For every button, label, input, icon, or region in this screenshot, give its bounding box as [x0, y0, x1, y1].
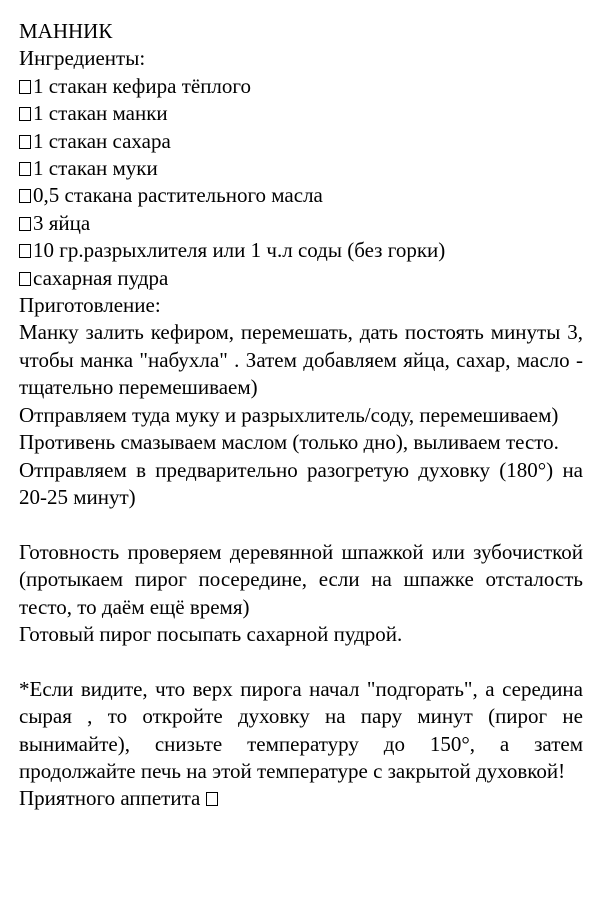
- checkbox-glyph-icon: [19, 107, 31, 121]
- ingredient-text: 0,5 стакана растительного масла: [33, 183, 323, 208]
- closing-line: [19, 785, 583, 812]
- ingredient-item: [19, 155, 583, 182]
- ingredient-item: [19, 265, 583, 292]
- ingredients-list: [19, 73, 583, 292]
- ingredient-text: 1 стакан сахара: [33, 128, 171, 153]
- step-paragraph: Манку залить кефиром, перемешать, дать постоять минуты 3, чтобы манка "набухла" . Затем добавляем яйца, сахар, масло - тщательно перемешиваем): [19, 320, 583, 400]
- recipe-title: МАННИК: [19, 19, 113, 43]
- ingredient-text: 1 стакан муки: [33, 156, 158, 181]
- ingredient-item: [19, 210, 583, 237]
- ingredient-text: 3 яйца: [33, 210, 91, 235]
- serving-paragraph: Готовый пирог посыпать сахарной пудрой.: [19, 621, 403, 646]
- ingredient-item: [19, 73, 583, 100]
- checkbox-glyph-icon: [19, 162, 31, 176]
- readiness-paragraph: Готовность проверяем деревянной шпажкой или зубочисткой (протыкаем пирог посередине, если на шпажке отсталость тесто, то даём ещё время): [19, 539, 583, 619]
- checkbox-glyph-icon: [19, 189, 31, 203]
- step-paragraph: Противень смазываем маслом (только дно), выливаем тесто.: [19, 430, 559, 455]
- checkbox-glyph-icon: [206, 792, 218, 806]
- ingredient-text: 10 гр.разрыхлителя или 1 ч.л соды (без горки): [33, 238, 446, 263]
- blank-line: [19, 511, 583, 538]
- checkbox-glyph-icon: [19, 244, 31, 258]
- checkbox-glyph-icon: [19, 272, 31, 286]
- ingredient-text: 1 стакан кефира тёплого: [33, 73, 251, 98]
- checkbox-glyph-icon: [19, 217, 31, 231]
- ingredient-item: [19, 237, 583, 264]
- blank-line: [19, 648, 583, 675]
- step-paragraph: Отправляем туда муку и разрыхлитель/соду, перемешиваем): [19, 402, 559, 427]
- ingredient-text: сахарная пудра: [33, 265, 169, 290]
- preparation-heading: Приготовление:: [19, 293, 161, 318]
- ingredient-item: [19, 128, 583, 155]
- ingredient-item: [19, 100, 583, 127]
- step-paragraph: Отправляем в предварительно разогретую духовку (180°) на 20-25 минут): [19, 457, 583, 509]
- note-paragraph: *Если видите, что верх пирога начал "подгорать", а середина сырая , то откройте духовку на пару минут (пирог не вынимайте), снизьте температуру до 150°, а затем продолжайте печь на этой температуре с закрытой духовкой!: [19, 676, 583, 783]
- checkbox-glyph-icon: [19, 135, 31, 149]
- recipe-document: [19, 18, 583, 813]
- checkbox-glyph-icon: [19, 80, 31, 94]
- ingredient-item: [19, 182, 583, 209]
- closing-text: Приятного аппетита: [19, 786, 201, 811]
- ingredients-heading: Ингредиенты:: [19, 46, 146, 71]
- ingredient-text: 1 стакан манки: [33, 101, 168, 126]
